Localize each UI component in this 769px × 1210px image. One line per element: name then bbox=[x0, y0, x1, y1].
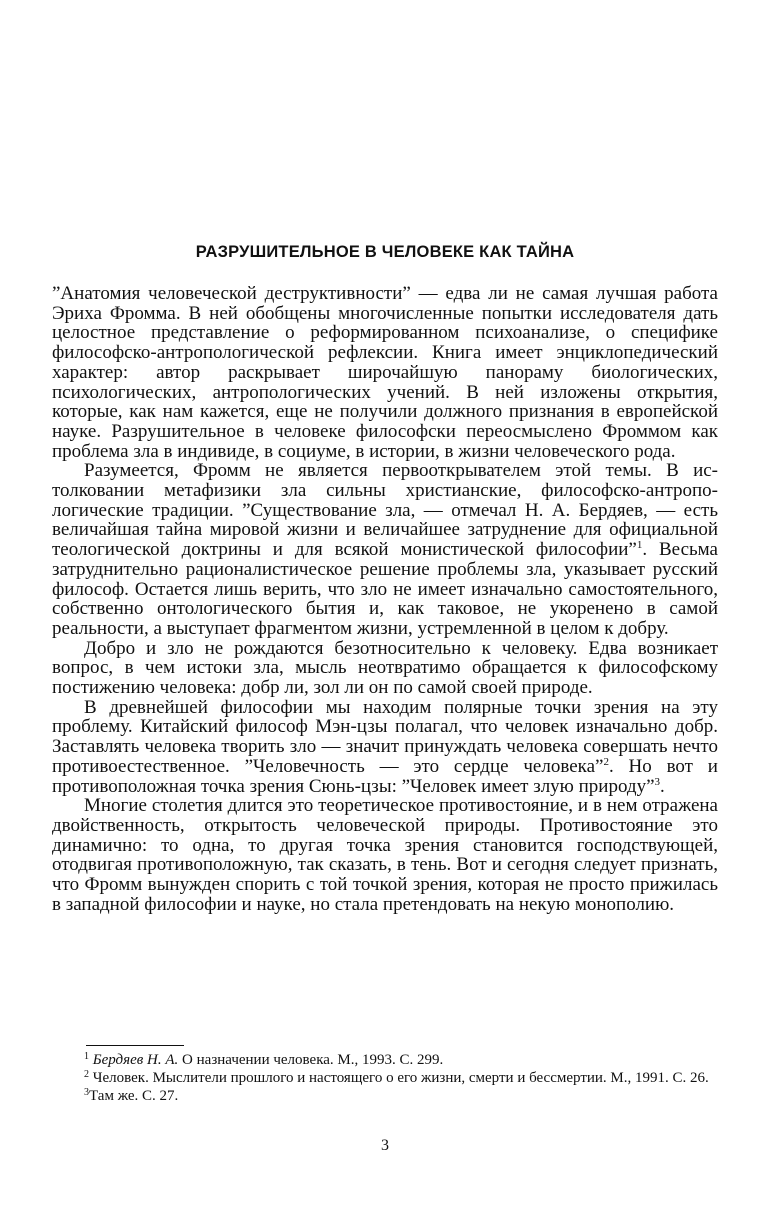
page-number: 3 bbox=[381, 1137, 389, 1154]
chapter-heading: РАЗРУШИТЕЛЬНОЕ В ЧЕЛОВЕКЕ КАК ТАЙНА bbox=[195, 243, 575, 261]
paragraph-1: ”Анатомия человеческой деструктивности” — едва ли не самая лучшая работа Эриха Фромма. В ней обобщены многочисленные попытки исследователя дать целостное представление о реформированном психоанализе, о специфике философско-антропологической рефлексии. Книга имеет энциклопедический характер: автор раскрывает широчайшую панораму биологических, психологических, антропологических учений. В ней изложены открытия, которые, как нам кажется, еще не получили должного признания в европейской науке. Разрушительное в человеке философски переосмыслено Фроммом как проблема зла в индивиде, в социуме, в истории, в жизни человеческого рода. bbox=[52, 283, 718, 462]
paragraph-2-continuation: . Весьма затруднительно рационалистическое решение проблемы зла, указывает русский философ. Остается лишь верить, что зло не имеет изначально самостоятельного, собственно онтологического бытия и, как таковое, не укоренено в самой реальности, а выступает фрагментом жизни, устремленной в целом к добру. bbox=[52, 539, 718, 639]
paragraph-4 bbox=[52, 698, 718, 797]
book-page bbox=[52, 0, 718, 1210]
footnote-3 bbox=[52, 1087, 718, 1105]
footnote-2 bbox=[52, 1069, 718, 1087]
paragraph-2 bbox=[52, 461, 718, 638]
footnote-3-text: Там же. С. 27. bbox=[89, 1088, 179, 1104]
footnote-2-number: 2 bbox=[84, 1069, 89, 1080]
footnote-2-text: Человек. Мыслители прошлого и настоящего о его жизни, смерти и бессмертии. М., 1991. С. 26. bbox=[92, 1070, 709, 1086]
main-text bbox=[52, 284, 718, 915]
footnote-1 bbox=[52, 1051, 718, 1069]
paragraph-5: Многие столетия длится это теоретическое противостояние, и в нем отражена двойственность, открытость человеческой природы. Противостояние это динамично: то одна, то другая точка зрения становится господствующей, отодвигая противоположную, так сказать, в тень. Вот и сегодня следует признать, что Фромм вынужден спорить с той точкой зрения, которая не просто прижилась в западной философии и науке, но стала претендовать на некую монополию. bbox=[52, 795, 718, 915]
footnote-divider bbox=[86, 1045, 184, 1046]
paragraph-4-end: . bbox=[660, 775, 665, 797]
footnote-mark-1[interactable]: 1 bbox=[636, 539, 643, 552]
paragraph-4-text: В древнейшей философии мы находим полярные точки зрения на эту проблему. Китайский философ Мэн-цзы полагал, что человек изначально добр. Заставлять человека творить зло — значит принуждать человека совершать нечто противоестественное. ”Человечность — это сердце человека” bbox=[52, 696, 718, 777]
footnote-mark-2[interactable]: 2 bbox=[603, 755, 609, 768]
footnotes bbox=[52, 1051, 718, 1105]
footnote-1-number: 1 bbox=[84, 1051, 89, 1062]
paragraph-4-continuation: . Но вот и противоположная точка зрения Сюнь-цзы: ”Человек имеет злую природу” bbox=[52, 755, 718, 797]
footnote-1-text: О назначении человека. М., 1993. С. 299. bbox=[178, 1052, 444, 1068]
paragraph-3: Добро и зло не рождаются безотносительно к человеку. Едва возникает вопрос, в чем истоки зла, мысль неотвратимо обращается к философскому постижению человека: добр ли, зол ли он по самой своей природе. bbox=[52, 637, 718, 699]
paragraph-2-text: Разумеется, Фромм не является первооткрывателем этой темы. В истолковании метафизики зла сильны христианские, философско-антропологические традиции. ”Существование зла, — отмечал Н. А. Бердяев, — есть величайшая тайна мировой жизни и величайшее затруднение для официальной теологической доктрины и для всякой монистической философии” bbox=[52, 460, 718, 561]
footnote-3-number: 3 bbox=[84, 1087, 89, 1098]
footnote-1-author: Бердяев Н. А. bbox=[92, 1052, 179, 1068]
footnote-mark-3[interactable]: 3 bbox=[654, 775, 661, 788]
